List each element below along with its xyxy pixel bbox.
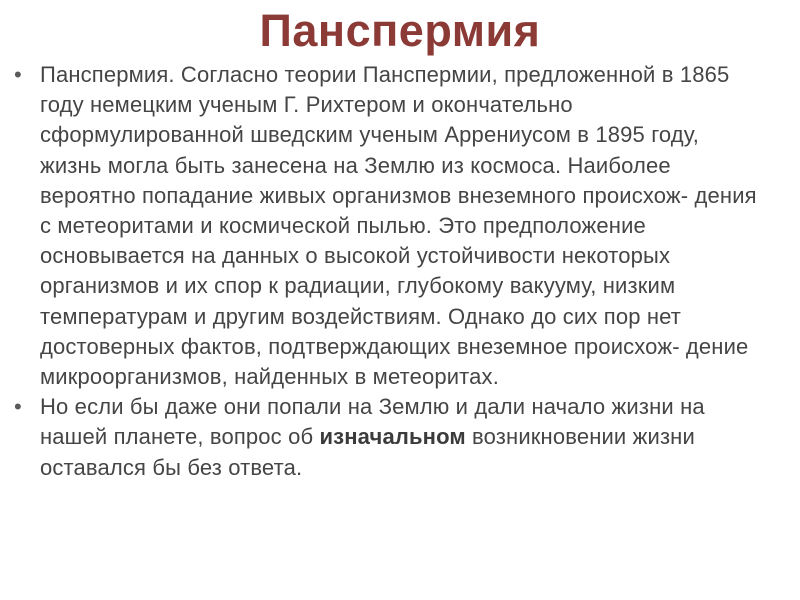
bullet-item-origin-question bbox=[0, 392, 765, 483]
bullet-text-before: Но если бы даже они попали на Землю и дали начало жизни на нашей планете, вопрос об bbox=[40, 394, 705, 450]
bullet-marker: • bbox=[14, 394, 22, 420]
bullet-item-panspermia bbox=[0, 60, 765, 392]
bullet-marker: • bbox=[14, 62, 22, 87]
bullet-text-after: возникновении жизни оставался бы без ответа. bbox=[40, 424, 695, 480]
bold-term-original: изначальном bbox=[319, 424, 466, 450]
bullet-list bbox=[0, 60, 800, 483]
slide-title: Панспермия bbox=[259, 5, 541, 56]
bullet-text-panspermia: Панспермия. Согласно теории Панспермии, предложенной в 1865 году немецким ученым Г. Рихтером и окончательно сформулированной шведским ученым Аррениусом в 1895 году, жизнь могла быть занесена на Землю из космоса. Наиболее вероятно попадание живых организмов внеземного происхож- дения с метеоритами и космической пылью. Это предположение основывается на данных о высокой устойчивости некоторых организмов и их спор к радиации, глубокому вакууму, низким температурам и другим воздействиям. Однако до сих пор нет достоверных фактов, подтверждающих внеземное происхож- дение микроорганизмов, найденных в метеоритах. bbox=[40, 62, 757, 390]
